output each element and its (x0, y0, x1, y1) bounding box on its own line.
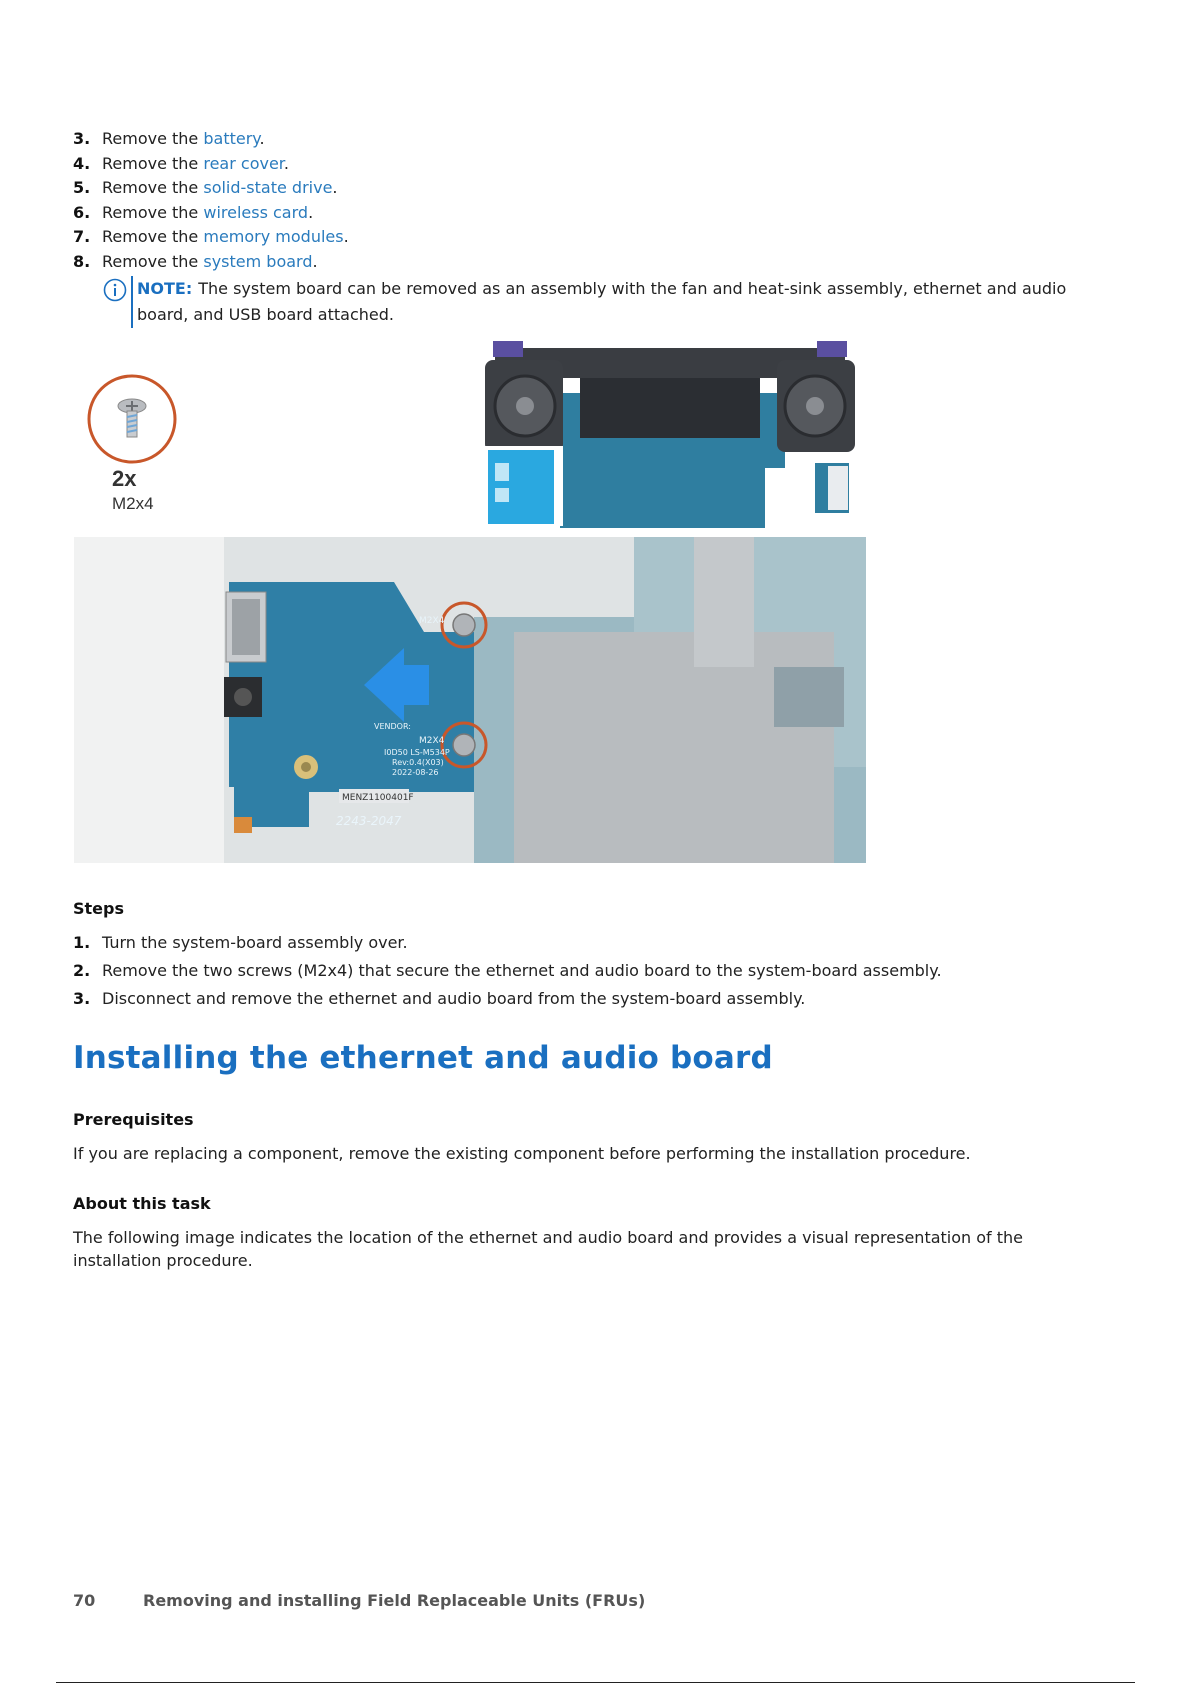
step-number: 4. (73, 153, 91, 173)
system-board-overview-image (485, 338, 855, 528)
note-text: The system board can be removed as an assembly with the fan and heat-sink assembly, ethernet and audio board, and USB board attached. (137, 279, 1067, 324)
about-task-text: The following image indicates the location of the ethernet and audio board and provides a visual representation of the installation procedure. (73, 1228, 1024, 1270)
screw-count: 2x (112, 466, 137, 491)
step-prefix: Remove the (102, 202, 204, 222)
solid-state-drive-link[interactable]: solid-state drive (203, 178, 333, 198)
step-number: 5. (73, 178, 91, 198)
list-item (73, 929, 1123, 957)
screw-size: M2x4 (112, 494, 154, 513)
step-prefix: Remove the (102, 153, 204, 173)
info-icon (103, 278, 127, 302)
list-item (73, 250, 1123, 275)
footer-divider (56, 1682, 1135, 1683)
step-number: 2. (73, 961, 91, 980)
board-rev-label: Rev:0.4(X03) (392, 758, 444, 767)
screw-label-bottom: M2X4 (419, 736, 445, 746)
list-item (73, 957, 1123, 985)
list-item (73, 127, 1123, 152)
step-text: Remove the two screws (M2x4) that secure the ethernet and audio board to the system-board assembly. (102, 961, 942, 980)
list-item (73, 176, 1123, 201)
step-suffix: . (312, 251, 318, 271)
list-item (73, 201, 1123, 226)
step-number: 6. (73, 202, 91, 222)
steps-heading: Steps (73, 899, 124, 918)
screw-callout-icon (86, 373, 178, 465)
about-task-heading: About this task (73, 1194, 211, 1213)
step-number: 7. (73, 227, 91, 247)
ethernet-audio-board-image (74, 537, 866, 863)
list-item (73, 225, 1123, 250)
battery-link[interactable]: battery (203, 129, 260, 148)
step-suffix: . (308, 202, 314, 222)
step-number: 1. (73, 933, 91, 952)
step-suffix: . (259, 129, 265, 148)
note-label: NOTE: (137, 279, 193, 298)
steps-list (73, 929, 1123, 1013)
step-number: 3. (73, 989, 91, 1008)
page-number: 70 (73, 1591, 96, 1610)
handwritten-code: 2243-2047 (336, 814, 402, 828)
wireless-card-link[interactable]: wireless card (203, 202, 309, 222)
step-suffix: . (332, 178, 338, 198)
note-callout (103, 276, 1103, 328)
step-prefix: Remove the (102, 227, 204, 247)
step-number: 8. (73, 251, 91, 271)
step-prefix: Remove the (102, 129, 204, 148)
step-suffix: . (283, 153, 289, 173)
rear-cover-link[interactable]: rear cover (203, 153, 284, 173)
serial-label: MENZ1100401F (342, 793, 414, 803)
footer-title: Removing and installing Field Replaceable Units (FRUs) (143, 1591, 646, 1610)
prerequisites-heading: Prerequisites (73, 1110, 194, 1129)
board-id-label: I0D50 LS-M534P (384, 748, 450, 757)
step-text: Disconnect and remove the ethernet and audio board from the system-board assembly. (102, 989, 806, 1008)
list-item (73, 152, 1123, 177)
section-title: Installing the ethernet and audio board (73, 1040, 773, 1076)
step-suffix: . (343, 227, 349, 247)
memory-modules-link[interactable]: memory modules (203, 227, 344, 247)
step-text: Turn the system-board assembly over. (102, 933, 408, 952)
system-board-link[interactable]: system board (203, 251, 313, 271)
step-number: 3. (73, 129, 91, 148)
list-item (73, 985, 1123, 1013)
prerequisites-text: If you are replacing a component, remove the existing component before performing the installation procedure. (73, 1144, 971, 1163)
screw-label-top: M2X4 (419, 616, 445, 626)
note-body (131, 276, 1103, 328)
board-date-label: 2022-08-26 (392, 768, 439, 777)
step-prefix: Remove the (102, 178, 204, 198)
vendor-label: VENDOR: (374, 722, 411, 731)
prerequisite-steps-list (73, 127, 1123, 275)
step-prefix: Remove the (102, 251, 204, 271)
